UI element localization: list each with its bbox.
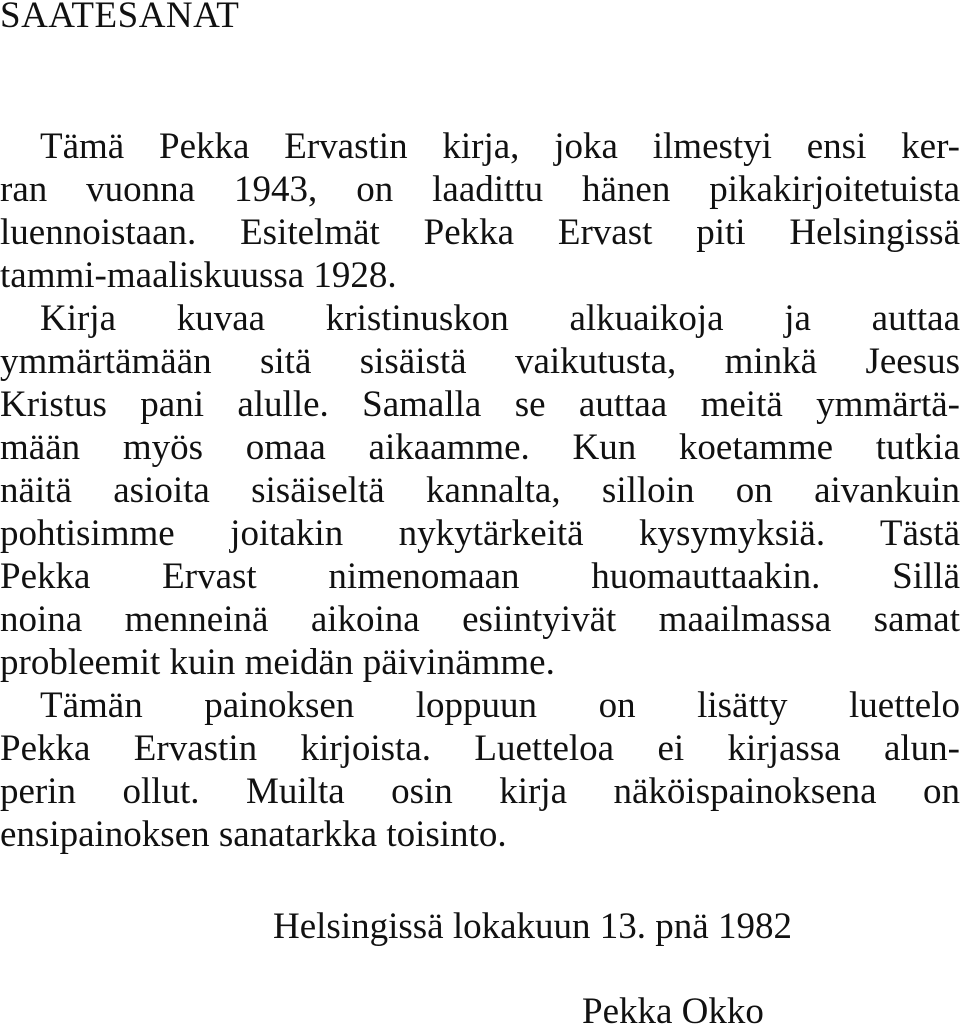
text-line: Pekka Ervast nimenomaan huomauttaakin. Sillä xyxy=(0,556,960,597)
text-line: Tämän painoksen loppuun on lisätty luettelo xyxy=(40,685,960,726)
text-line: ran vuonna 1943, on laadittu hänen pikakirjoitetuista xyxy=(0,169,960,210)
page-title: SAATESANAT xyxy=(0,0,240,36)
text-line: probleemit kuin meidän päivinämme. xyxy=(0,642,555,683)
text-line: näitä asioita sisäiseltä kannalta, silloin on aivankuin xyxy=(0,470,960,511)
text-line: pohtisimme joitakin nykytärkeitä kysymyksiä. Tästä xyxy=(0,513,960,554)
text-line: Kirja kuvaa kristinuskon alkuaikoja ja auttaa xyxy=(40,298,960,339)
text-line: noina menneinä aikoina esiintyivät maailmassa samat xyxy=(0,599,960,640)
text-line: tammi-maaliskuussa 1928. xyxy=(0,255,397,296)
author-signature: Pekka Okko xyxy=(582,991,764,1032)
text-line: ymmärtämään sitä sisäistä vaikutusta, minkä Jeesus xyxy=(0,341,960,382)
text-line: perin ollut. Muilta osin kirja näköispainoksena on xyxy=(0,771,960,812)
text-line: Pekka Ervastin kirjoista. Luetteloa ei kirjassa alun- xyxy=(0,728,960,769)
text-line: luennoistaan. Esitelmät Pekka Ervast piti Helsingissä xyxy=(0,212,960,253)
text-line: Kristus pani alulle. Samalla se auttaa meitä ymmärtä- xyxy=(0,384,960,425)
text-line: ensipainoksen sanatarkka toisinto. xyxy=(0,814,507,855)
text-line: mään myös omaa aikaamme. Kun koetamme tutkia xyxy=(0,427,960,468)
place-and-date: Helsingissä lokakuun 13. pnä 1982 xyxy=(273,906,792,947)
text-line: Tämä Pekka Ervastin kirja, joka ilmestyi ensi ker- xyxy=(40,126,960,167)
preface-body xyxy=(0,125,960,856)
